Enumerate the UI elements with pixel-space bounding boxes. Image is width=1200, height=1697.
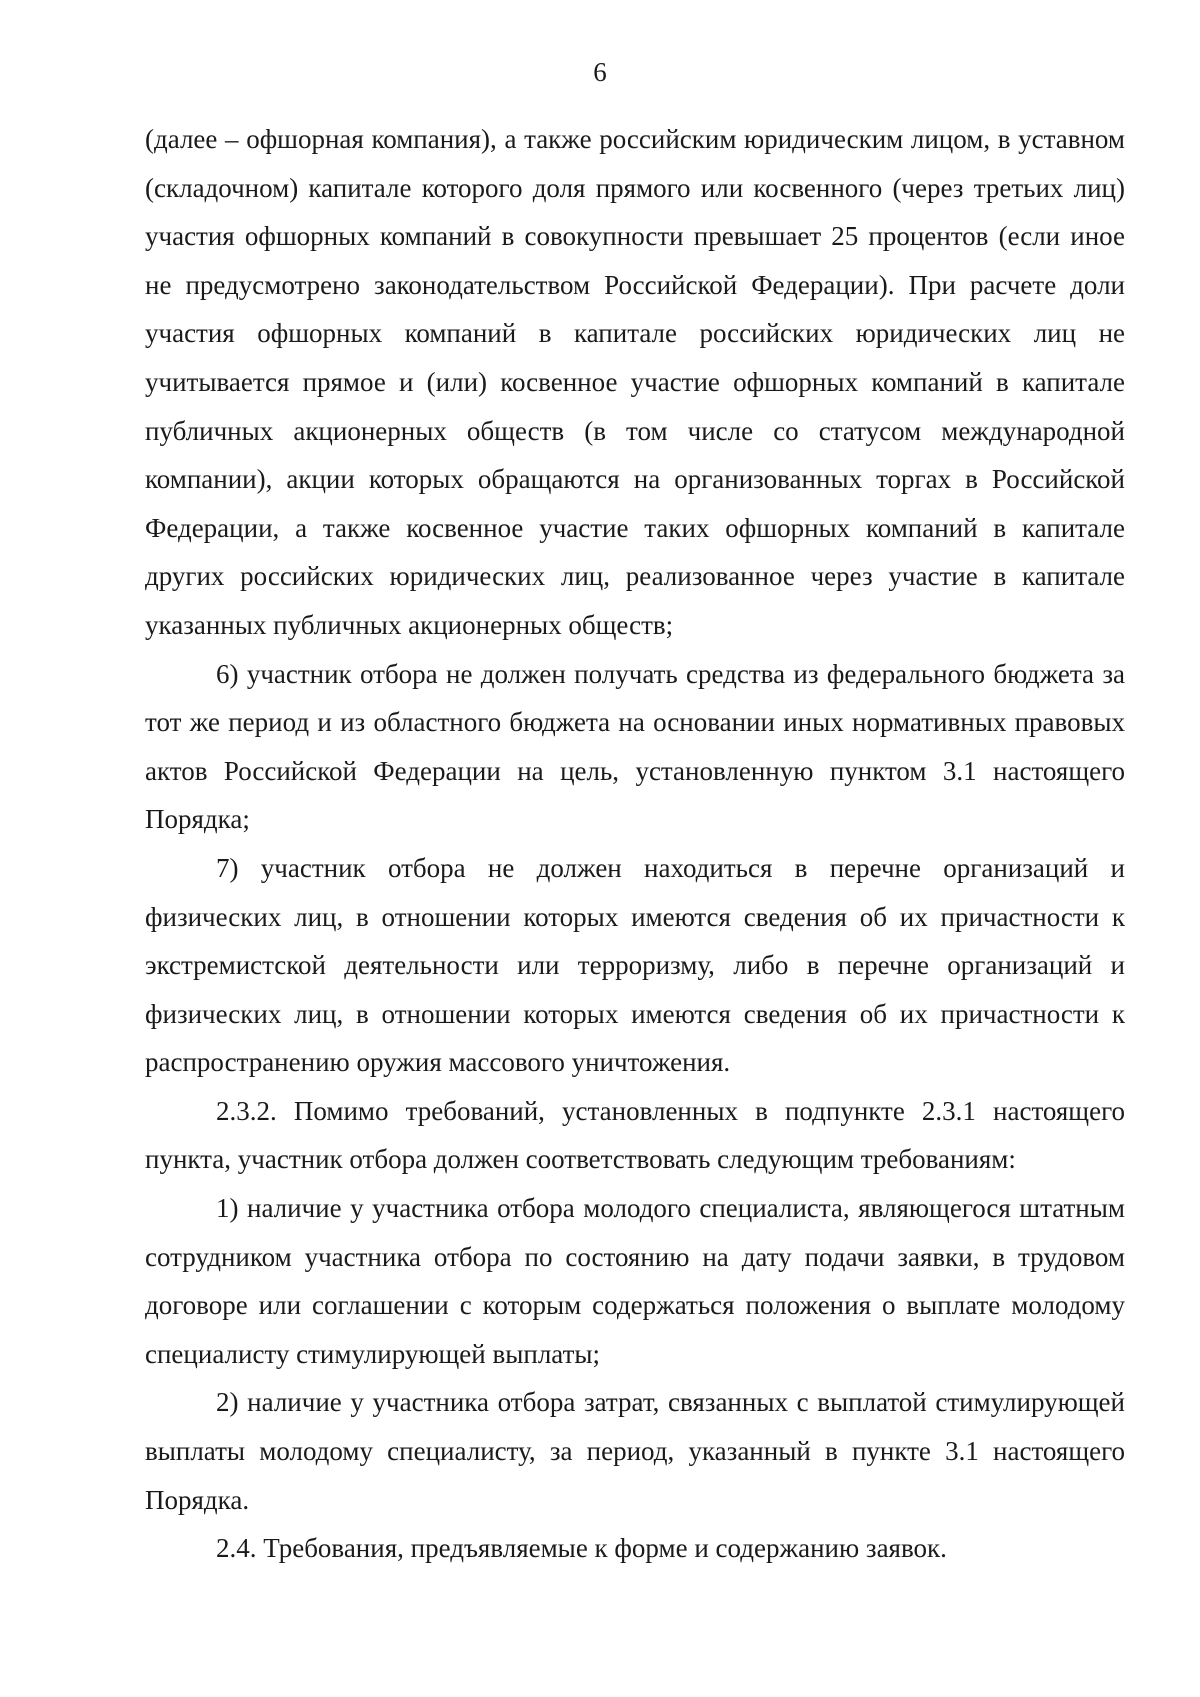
paragraph-item-6-federal-budget: 6) участник отбора не должен получать средства из федерального бюджета за тот же период и из областного бюджета на основании иных нормативных правовых актов Российской Федерации на цель, установленную пунктом 3.1 настоящего Порядка; — [145, 658, 1125, 835]
paragraph-item-7-extremism-list: 7) участник отбора не должен находиться в перечне организаций и физических лиц, в отношении которых имеются сведения об их причастности к экстремистской деятельности или терроризму, либо в перечне организаций и физических лиц, в отношении которых имеются сведения об их причастности к распространению оружия массового уничтожения. — [145, 852, 1125, 1078]
paragraph-item-1-young-specialist: 1) наличие у участника отбора молодого специалиста, являющегося штатным сотрудником участника отбора по состоянию на дату подачи заявки, в трудовом договоре или соглашении с которым содержаться положения о выплате молодому специалисту стимулирующей выплаты; — [145, 1193, 1125, 1369]
paragraph-item-2-expenses: 2) наличие у участника отбора затрат, связанных с выплатой стимулирующей выплаты молодому специалисту, за период, указанный в пункте 3.1 настоящего Порядка. — [145, 1387, 1125, 1515]
paragraph-2-3-2-additional-requirements: 2.3.2. Помимо требований, установленных в подпункте 2.3.1 настоящего пункта, участник отбора должен соответствовать следующим требованиям: — [145, 1095, 1125, 1175]
page-number: 6 — [593, 57, 607, 87]
paragraph-offshore-continuation: (далее – офшорная компания), а также российским юридическим лицом, в уставном (складочном) капитале которого доля прямого или косвенного (через третьих лиц) участия офшорных компаний в совокупности превышает 25 процентов (если иное не предусмотрено законодательством Российской Федерации). При расчете доли участия офшорных компаний в капитале российских юридических лиц не учитывается прямое и (или) косвенное участие офшорных компаний в капитале публичных акционерных обществ (в том числе со статусом международной компании), акции которых обращаются на организованных торгах в Российской Федерации, а также косвенное участие таких офшорных компаний в капитале других российских юридических лиц, реализованное через участие в капитале указанных публичных акционерных обществ; — [145, 124, 1125, 640]
document-body — [145, 115, 1125, 1573]
paragraph-2-4-application-requirements: 2.4. Требования, предъявляемые к форме и содержанию заявок. — [216, 1533, 947, 1564]
